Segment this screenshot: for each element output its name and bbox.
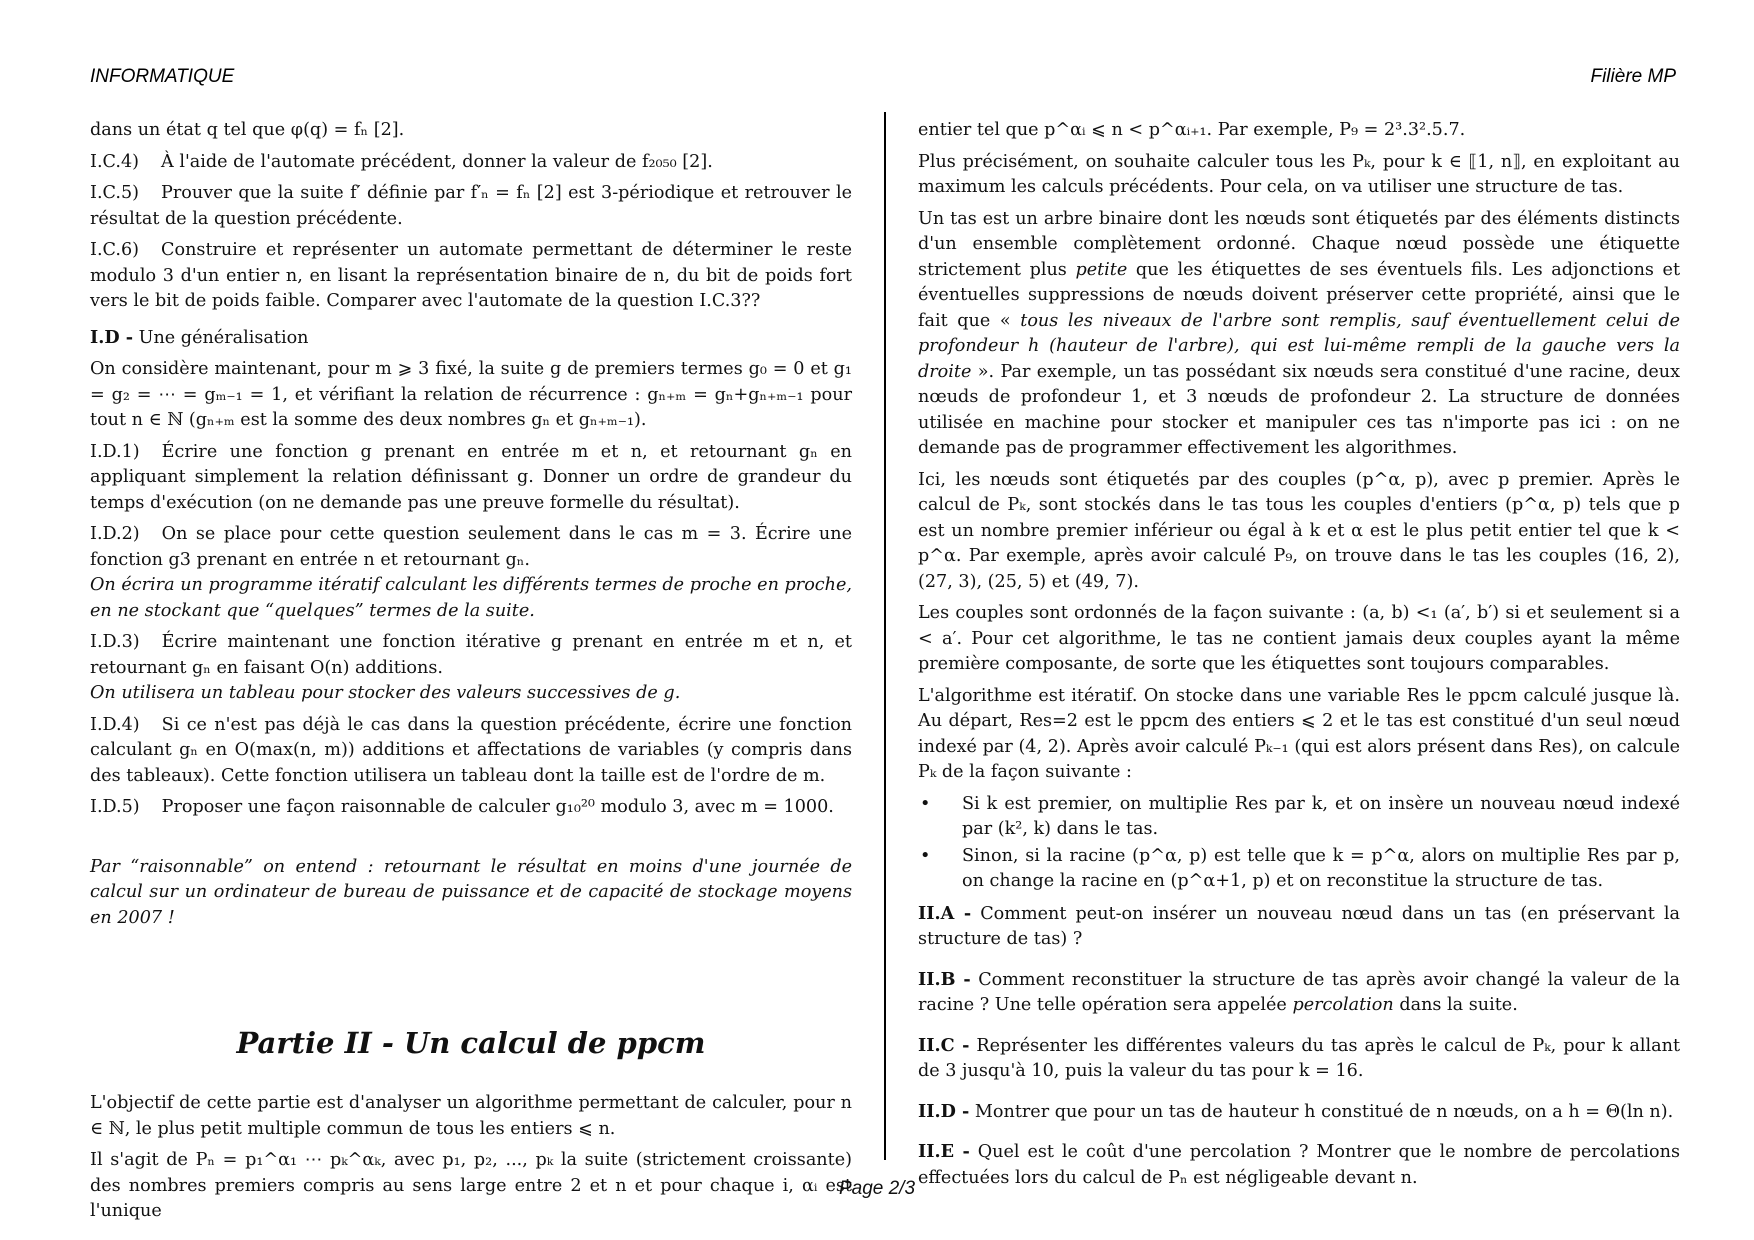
column-divider xyxy=(884,112,886,1160)
text-run: Un tas est un arbre binaire dont les nœuds sont étiquetés par des éléments distincts d'un ensemble complètement ordonné. Chaque nœud possède une étiquette strictement plus xyxy=(918,208,1680,280)
question-iic xyxy=(918,1033,1680,1085)
paragraph: Il s'agit de Pₙ = p₁^α₁ ⋯ pₖ^αₖ, avec p₁, p₂, ..., pₖ la suite (strictement croissante) des nombres premiers compris au sens large entre 2 et n et pour chaque i, αᵢ est l'unique xyxy=(90,1150,852,1221)
question-text: Représenter les différentes valeurs du tas après le calcul de Pₖ, pour k allant de 3 jusqu'à 10, puis la valeur du tas pour k = 16. xyxy=(918,1035,1681,1081)
question-iib xyxy=(918,967,1680,1019)
bullet-list xyxy=(918,792,1680,895)
question-label: II.D - xyxy=(918,1100,970,1122)
question-label: II.A - xyxy=(918,902,972,924)
question-label: I.D.4) xyxy=(90,714,140,735)
question-label: I.C.4) xyxy=(90,151,140,172)
question-text: Montrer que pour un tas de hauteur h constitué de n nœuds, on a h = Θ(ln n). xyxy=(974,1101,1674,1122)
question-text: Si ce n'est pas déjà le cas dans la question précédente, écrire une fonction calculant gₙ en O(max(n, m)) additions et affectations de variables (y compris dans des tableaux). Cette fonction utilisera un tableau dont la taille est de l'ordre de m. xyxy=(90,714,852,786)
paragraph: Les couples sont ordonnés de la façon suivante : (a, b) <₁ (a′, b′) si et seulement si a < a′. Pour cet algorithme, le tas ne contient jamais deux couples ayant la même première composante, de sorte que les étiquettes sont toujours comparables. xyxy=(918,603,1680,674)
question-text: Proposer une façon raisonnable de calculer g₁₀²⁰ modulo 3, avec m = 1000. xyxy=(161,797,834,817)
question-label: I.D.5) xyxy=(90,797,140,817)
bullet-icon: • xyxy=(920,793,931,814)
question-text: Comment reconstituer la structure de tas après avoir changé la valeur de la racine ? Une telle opération sera appelée xyxy=(918,969,1680,1015)
paragraph: Ici, les nœuds sont étiquetés par des couples (p^α, p), avec p premier. Après le calcul de Pₖ, sont stockés dans le tas tous les couples d'entiers (p^α, p) tels que p est un nombre premier inférieur ou égal à k et α est le plus petit entier tel que k < p^α. Par exemple, après avoir calculé P₉, on trouve dans le tas les couples (16, 2), (27, 3), (25, 5) et (49, 7). xyxy=(918,469,1680,592)
section-heading-id xyxy=(90,325,852,352)
question-label: II.E - xyxy=(918,1141,970,1162)
question-text: dans la suite. xyxy=(1399,995,1518,1015)
question-label: I.D.2) xyxy=(90,524,140,544)
question-iia xyxy=(918,901,1680,953)
question-text: Comment peut-on insérer un nouveau nœud dans un tas (en préservant la structure de tas) ? xyxy=(918,903,1681,949)
question-ic5 xyxy=(90,181,852,232)
question-label: I.D.3) xyxy=(90,632,140,652)
right-column xyxy=(918,118,1680,1197)
list-item xyxy=(918,844,1680,895)
question-ic4 xyxy=(90,150,852,176)
question-id1 xyxy=(90,440,852,517)
question-id4 xyxy=(90,713,852,790)
paragraph: L'algorithme est itératif. On stocke dans une variable Res le ppcm calculé jusque là. Au départ, Res=2 est le ppcm des entiers ⩽ 2 et le tas est constitué d'un seul nœud indexé par (4, 2). Après avoir calculé Pₖ₋₁ (qui est alors présent dans Res), on calcule Pₖ de la façon suivante : xyxy=(918,685,1680,782)
question-label: I.C.6) xyxy=(90,240,140,260)
emphasis: percolation xyxy=(1292,995,1394,1015)
paragraph-heap-definition xyxy=(918,207,1680,462)
text-run: ». Par exemple, un tas possédant six nœuds sera constitué d'une racine, deux nœuds de profondeur 1, et 3 nœuds de profondeur 2. La structure de données utilisée en machine pour stocker et manipuler ces tas n'importe pas ici : on ne demande pas de programmer effectivement les algorithmes. xyxy=(918,361,1680,458)
header-track: Filière MP xyxy=(1590,66,1676,87)
question-text: On se place pour cette question seulement dans le cas m = 3. Écrire une fonction g3 prenant en entrée n et retournant gₙ. xyxy=(90,524,852,570)
header-subject: INFORMATIQUE xyxy=(90,66,235,87)
question-text: Quel est le coût d'une percolation ? Montrer que le nombre de percolations effectuées lors du calcul de Pₙ est négligeable devant n. xyxy=(918,1142,1681,1188)
question-label: I.D.1) xyxy=(90,441,140,462)
question-iid xyxy=(918,1099,1680,1126)
part-title: Partie II - Un calcul de ppcm xyxy=(236,1026,706,1060)
list-item xyxy=(918,792,1680,843)
paragraph: On considère maintenant, pour m ⩾ 3 fixé, la suite g de premiers termes g₀ = 0 et g₁ = g₂ = ⋯ = gₘ₋₁ = 1, et vérifiant la relation de récurrence : gₙ₊ₘ = gₙ+gₙ₊ₘ₋₁ pour tout n ∈ ℕ (gₙ₊ₘ est la somme des deux nombres gₙ et gₙ₊ₘ₋₁). xyxy=(90,359,852,430)
section-label: I.D - xyxy=(90,326,134,348)
paragraph: entier tel que p^αᵢ ⩽ n < p^αᵢ₊₁. Par exemple, P₉ = 2³.3².5.7. xyxy=(918,120,1466,140)
question-note: On écrira un programme itératif calculant les différents termes de proche en proche, en ne stockant que “quelques” termes de la suite. xyxy=(90,575,852,621)
bullet-icon: • xyxy=(920,845,931,866)
question-text: Écrire maintenant une fonction itérative g prenant en entrée m et n, et retournant gₙ en faisant O(n) additions. xyxy=(90,632,852,678)
question-id2 xyxy=(90,522,852,573)
list-item-text: Sinon, si la racine (p^α, p) est telle que k = p^α, alors on multiplie Res par p, on change la racine en (p^α+1, p) et on reconstitue la structure de tas. xyxy=(962,845,1680,891)
emphasis: petite xyxy=(1075,259,1128,280)
remark-note: Par “raisonnable” on entend : retournant le résultat en moins d'une journée de calcul sur un ordinateur de bureau de puissance et de capacité de stockage moyens en 2007 ! xyxy=(90,856,852,928)
question-text: Écrire une fonction g prenant en entrée m et n, et retournant gₙ en appliquant simplement la relation définissant g. Donner un ordre de grandeur du temps d'exécution (on ne demande pas une preuve formelle du résultat). xyxy=(90,441,852,513)
question-id5 xyxy=(90,795,852,821)
left-column xyxy=(90,118,852,1231)
question-text: Prouver que la suite f′ définie par f′ₙ = fₙ [2] est 3-périodique et retrouver le résultat de la question précédente. xyxy=(90,183,852,229)
text-run: que les étiquettes de ses éventuels fils. Les adjonctions et éventuelles suppressions de nœuds doivent préserver cette propriété, ainsi que le fait que « xyxy=(918,259,1681,331)
paragraph: L'objectif de cette partie est d'analyser un algorithme permettant de calculer, pour n ∈ ℕ, le plus petit multiple commun de tous les entiers ⩽ n. xyxy=(90,1093,852,1139)
list-item-text: Si k est premier, on multiplie Res par k, et on insère un nouveau nœud indexé par (k², k) dans le tas. xyxy=(962,793,1680,839)
paragraph: dans un état q tel que φ(q) = fₙ [2]. xyxy=(90,120,405,140)
question-note: On utilisera un tableau pour stocker des valeurs successives de g. xyxy=(90,683,681,703)
question-ic6 xyxy=(90,238,852,315)
question-text: À l'aide de l'automate précédent, donner la valeur de f₂₀₅₀ [2]. xyxy=(161,151,713,172)
question-label: II.B - xyxy=(918,968,971,990)
paragraph: Plus précisément, on souhaite calculer tous les Pₖ, pour k ∈ ⟦1, n⟧, en exploitant au maximum les calculs précédents. Pour cela, on va utiliser une structure de tas. xyxy=(918,151,1680,197)
quotation: tous les niveaux de l'arbre sont remplis, sauf éventuellement celui de profondeur h (hauteur de l'arbre), qui est lui-même rempli de la gauche vers la droite xyxy=(918,310,1681,382)
question-label: II.C - xyxy=(918,1034,970,1056)
question-label: I.C.5) xyxy=(90,183,140,203)
question-text: Construire et représenter un automate permettant de déterminer le reste modulo 3 d'un entier n, en lisant la représentation binaire de n, du bit de poids fort vers le bit de poids faible. Comparer avec l'automate de la question I.C.3?? xyxy=(90,240,852,311)
question-id3 xyxy=(90,630,852,681)
page-number: Page 2/3 xyxy=(838,1178,916,1199)
section-title: Une généralisation xyxy=(138,327,309,348)
